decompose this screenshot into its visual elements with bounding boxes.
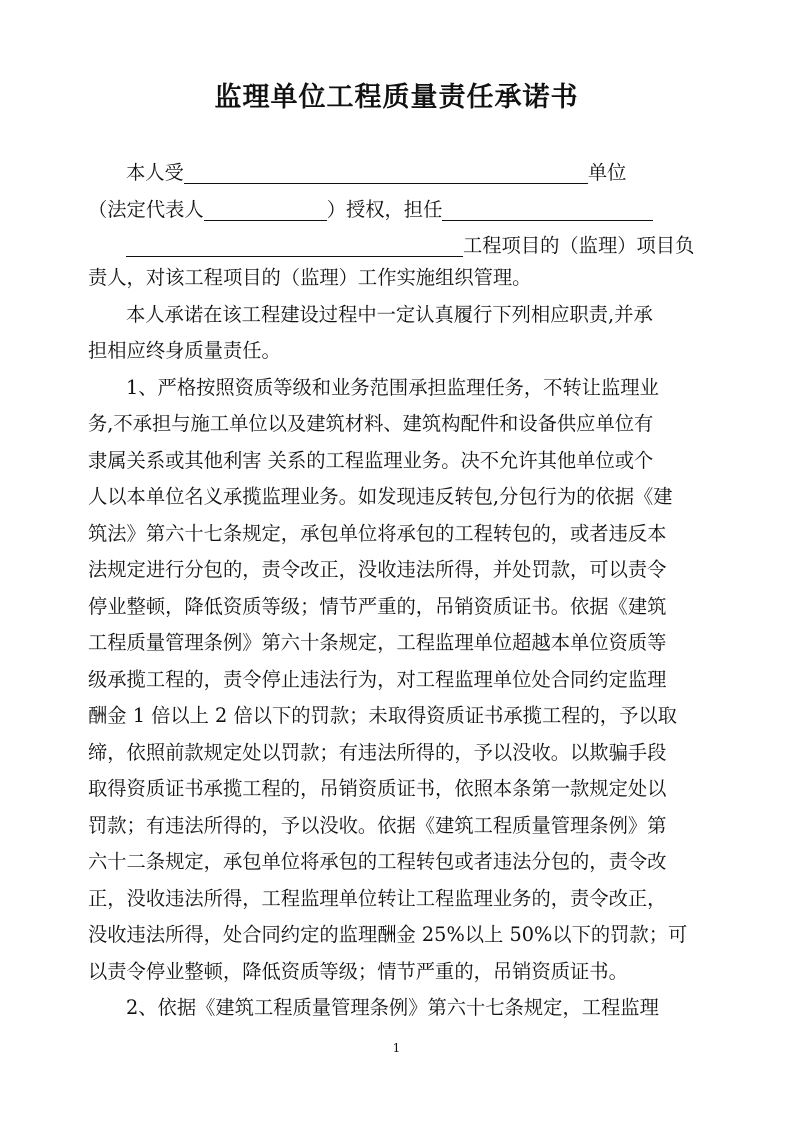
document-title: 监理单位工程质量责任承诺书 xyxy=(214,82,579,113)
position-blank xyxy=(442,198,653,221)
body-line: 缔，依照前款规定处以罚款；有违法所得的，予以没收。以欺骗手段 xyxy=(88,741,667,764)
body-line: 取得资质证书承揽工程的，吊销资质证书，依照本条第一款规定处以 xyxy=(88,777,667,800)
body-line: 酬金 1 倍以上 2 倍以下的罚款；未取得资质证书承揽工程的，予以取 xyxy=(88,704,677,727)
legal-representative-blank xyxy=(204,198,327,221)
body-line: 罚款；有违法所得的，予以没收。依据《建筑工程质量管理条例》第 xyxy=(88,814,667,837)
body-line: 六十二条规定，承包单位将承包的工程转包或者违法分包的，责令改 xyxy=(88,850,667,873)
project-name-blank xyxy=(126,234,463,257)
body-line: 没收违法所得，处合同约定的监理酬金 25%以上 50%以下的罚款；可 xyxy=(88,923,688,946)
intro-line-4 xyxy=(88,265,713,291)
body-line: 级承揽工程的，责令停止违法行为，对工程监理单位处合同约定监理 xyxy=(88,668,667,691)
intro-text: 本人受 xyxy=(126,161,184,184)
body-line: 以责令停业整顿，降低资质等级；情节严重的，吊销资质证书。 xyxy=(88,960,628,983)
body-line: 法规定进行分包的，责令改正，没收违法所得，并处罚款，可以责令 xyxy=(88,558,667,581)
intro-text: ）授权，担任 xyxy=(326,198,443,221)
intro-text: 工程项目的（监理）项目负 xyxy=(463,234,695,257)
intro-text: （法定代表人 xyxy=(88,198,204,221)
page-number: 1 xyxy=(392,1041,401,1055)
intro-line-3 xyxy=(88,233,713,259)
body-line: 务,不承担与施工单位以及建筑材料、建筑构配件和设备供应单位有 xyxy=(88,412,654,435)
body-line: 停业整顿，降低资质等级；情节严重的，吊销资质证书。依据《建筑 xyxy=(88,595,667,618)
body-line: 2、依据《建筑工程质量管理条例》第六十七条规定，工程监理 xyxy=(126,996,659,1019)
body-line: 工程质量管理条例》第六十条规定，工程监理单位超越本单位资质等 xyxy=(88,631,667,654)
intro-text: 责人，对该工程项目的（监理）工作实施组织管理。 xyxy=(88,266,532,289)
body-line: 人以本单位名义承揽监理业务。如发现违反转包,分包行为的依据《建 xyxy=(88,485,673,508)
intro-line-1 xyxy=(88,160,713,186)
body-line: 隶属关系或其他利害 关系的工程监理业务。决不允许其他单位或个 xyxy=(88,449,654,472)
body-line: 正，没收违法所得，工程监理单位转让工程监理业务的，责令改正， xyxy=(88,887,667,910)
intro-line-2 xyxy=(88,197,713,223)
unit-name-blank xyxy=(184,161,588,184)
body-line: 筑法》第六十七条规定，承包单位将承包的工程转包的，或者违反本 xyxy=(88,522,667,545)
body-line: 本人承诺在该工程建设过程中一定认真履行下列相应职责,并承 xyxy=(126,303,653,326)
body-line: 担相应终身质量责任。 xyxy=(88,339,281,362)
intro-text: 单位 xyxy=(587,161,627,184)
body-line: 1、严格按照资质等级和业务范围承担监理任务，不转让监理业 xyxy=(126,376,659,399)
